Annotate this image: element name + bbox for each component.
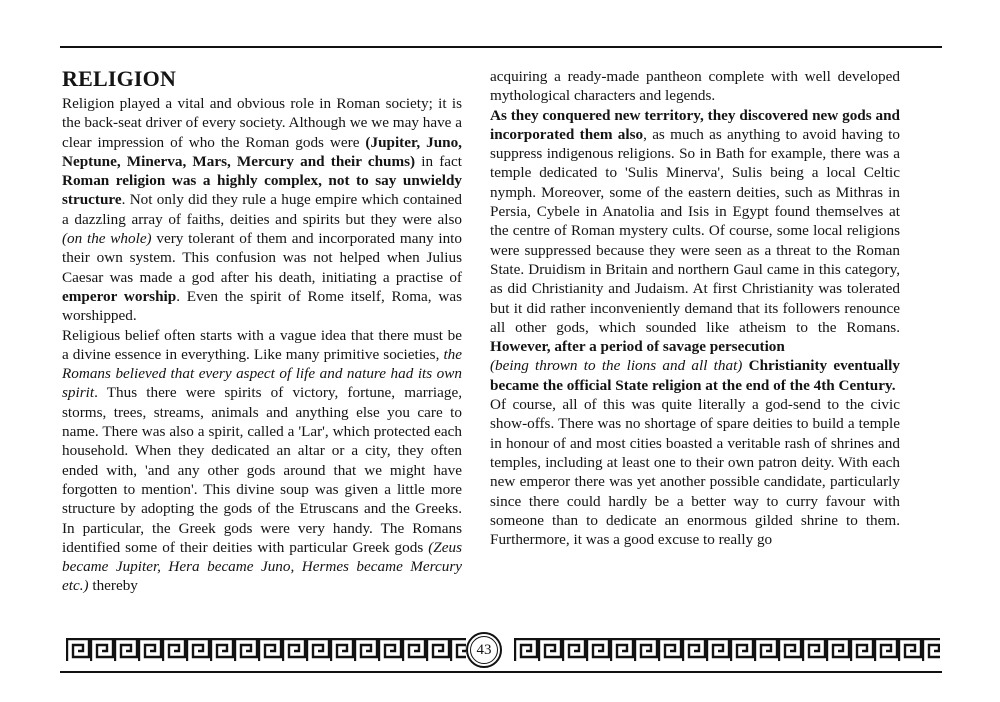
top-rule: [60, 46, 942, 48]
text-run: , as much as anything to avoid having to suppress indigenous religions. So in Bath for example, there was a temple dedicated to 'Sulis Minerva', Sulis being a local Celtic nymph. Moreover, some of the eastern deities, such as Mithras in Persia, Cybele in Anatolia and Isis in Egypt found themselves at the centre of Roman mystery cults. Of course, some local religions were suppressed because they were seen as a threat to the Roman State. Druidism in Britain and northern Gaul came in this category, as did Christianity and Judaism. At first Christianity was tolerated but it did rather inconveniently demand that its followers renounce all other gods, which sounded like atheism to the Romans.: [490, 125, 900, 336]
italic-text: (being thrown to the lions and all that): [490, 357, 743, 375]
bold-text: Roman religion was a highly complex, not to say unwieldy structure: [62, 172, 462, 209]
paragraph: [62, 326, 462, 596]
bold-text: As they conquered new territory, they discovered new gods and incorporated them also: [490, 106, 900, 143]
bottom-rule: [60, 671, 942, 673]
text-run: in fact: [415, 152, 462, 170]
italic-text: (Zeus became Jupiter, Hera became Juno, Hermes became Mercury etc.): [62, 538, 462, 595]
text-run: Religious belief often starts with a vague idea that there must be a divine essence in everything. Like many primitive societies,: [62, 326, 462, 363]
paragraph: [62, 94, 462, 326]
text-run: . Thus there were spirits of victory, fortune, marriage, storms, trees, streams, animals and anything else you care to name. There was also a spirit, called a 'Lar', which protected each household. When they dedicated an altar or a city, they often ended with, 'and any other gods around that we might have forgotten to mention'. This divine soup was given a little more structure by adopting the gods of the Etruscans and the Greeks. In particular, the Greek gods were very handy. The Romans identified some of their deities with particular Greek gods: [62, 384, 462, 556]
text-run: Of course, all of this was quite literally a god-send to the civic show-offs. There was no shortage of spare deities to build a temple in honour of and most cities boasted a veritable rash of shrines and temples, including at least one to their own patron deity. With each new emperor there was yet another possible candidate, particularly since there could hardly be a better way to curry favour with someone than to dedicate an enormous gilded shrine to them. Furthermore, it was a good excuse to really go: [490, 396, 900, 549]
bold-text: However, after a period of savage persecution: [490, 338, 785, 356]
bold-text: emperor worship: [62, 287, 177, 305]
greek-key-border-icon: [514, 638, 940, 662]
paragraph: [490, 395, 900, 549]
left-column: [62, 66, 462, 596]
text-run: thereby: [88, 577, 138, 595]
paragraph: [490, 106, 900, 395]
italic-text: (on the whole): [62, 230, 152, 248]
italic-text: the Romans believed that every aspect of life and nature had its own spirit: [62, 345, 462, 402]
text-run: acquiring a ready-made pantheon complete with well developed mythological characters and legends.: [490, 68, 900, 105]
bold-text: Christianity eventually became the official State religion at the end of the 4th Century.: [490, 357, 900, 394]
text-run: Religion played a vital and obvious role in Roman society; it is the back-seat driver of every society. Although we we may have a clear impression of who the Roman gods were: [62, 95, 462, 151]
text-run: . Not only did they rule a huge empire which contained a dazzling array of faiths, deities and spirits but they were also: [62, 191, 462, 228]
text-run: very tolerant of them and incorporated many into their own system. This confusion was not helped when Julius Caesar was made a god after his death, initiating a practise of: [62, 230, 462, 286]
bold-text: (Jupiter, Juno, Neptune, Minerva, Mars, Mercury and their chums): [62, 133, 462, 170]
footer-ornament: [60, 632, 942, 668]
page-number-badge: [466, 632, 502, 668]
right-column: [490, 67, 900, 549]
page-number: 43: [476, 641, 492, 658]
text-run: . Even the spirit of Rome itself, Roma, was worshipped.: [62, 287, 462, 325]
paragraph: [490, 67, 900, 106]
greek-key-border-icon: [66, 638, 466, 662]
page-heading: RELIGION: [62, 66, 177, 91]
